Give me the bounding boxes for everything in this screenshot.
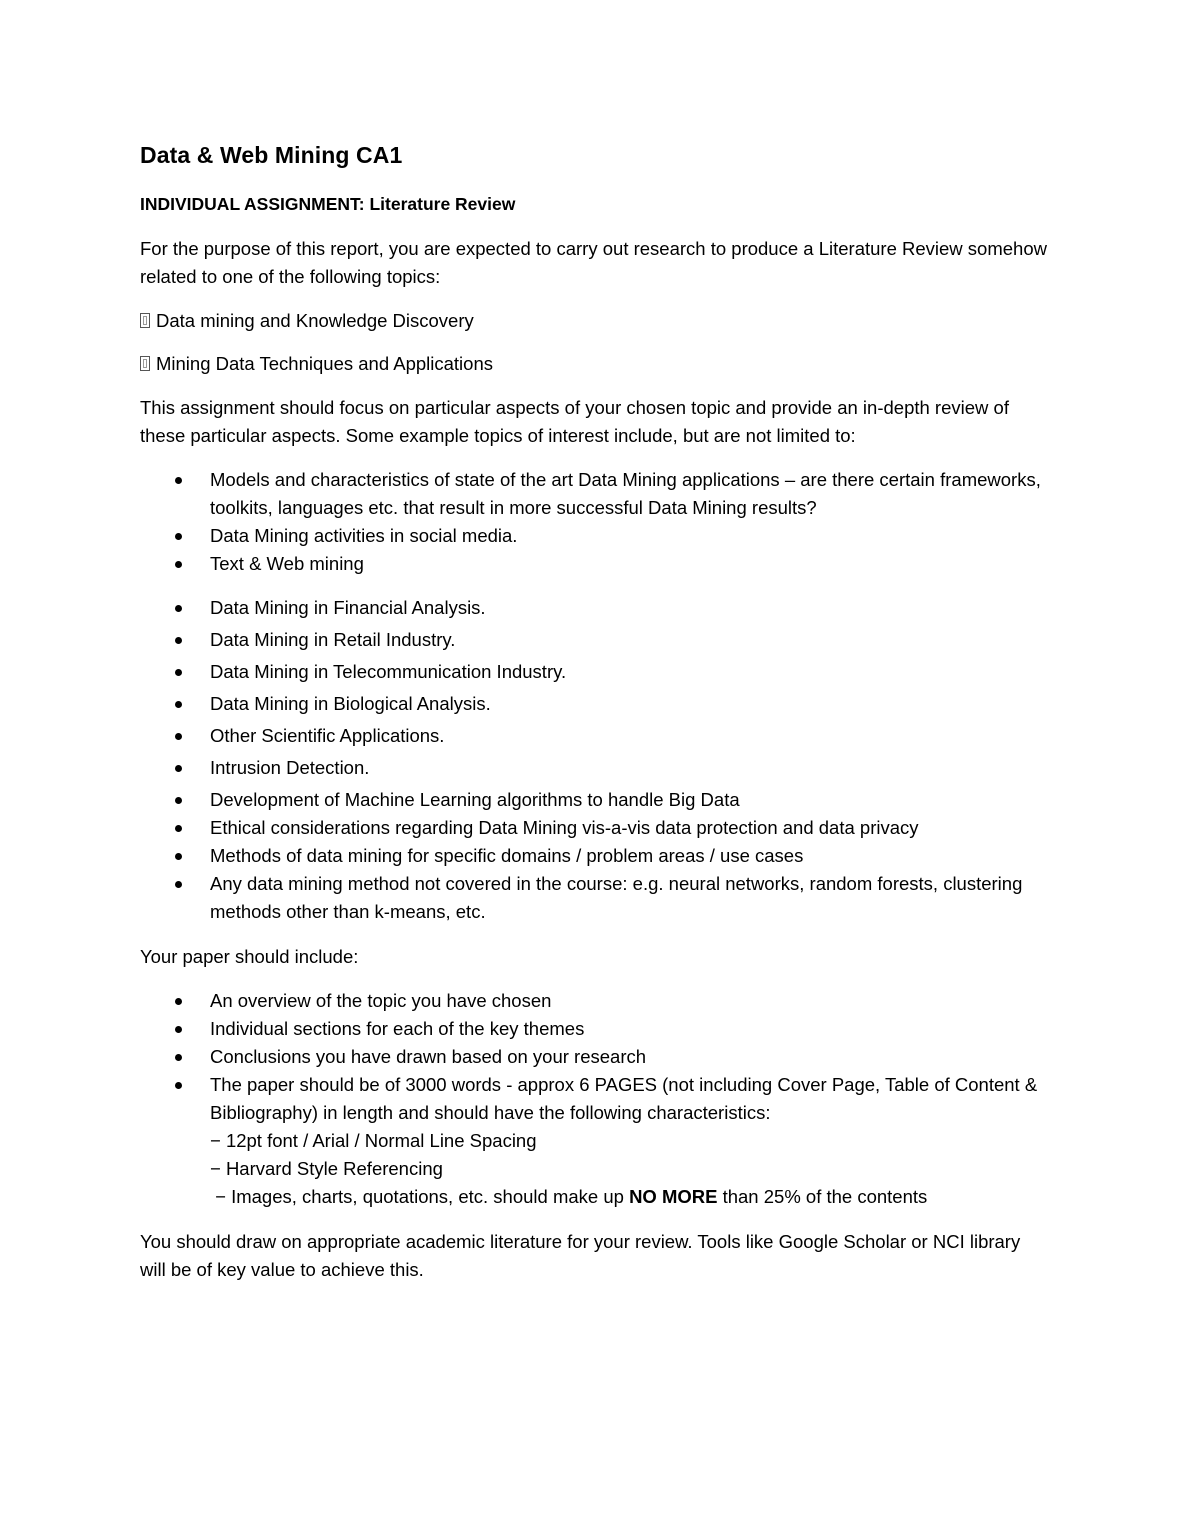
bullet-icon [175, 701, 182, 708]
include-heading: Your paper should include: [140, 946, 359, 967]
bullet-icon [175, 853, 182, 860]
bullet-icon [175, 998, 182, 1005]
example-topics-list-c [140, 786, 1050, 926]
list-item: Text & Web mining [140, 550, 1050, 578]
bullet-icon [175, 605, 182, 612]
example-topics-list-b [140, 594, 1050, 786]
list-item: Any data mining method not covered in the course: e.g. neural networks, random forests, clustering methods other than k-means, etc. [140, 870, 1050, 926]
bullet-icon [175, 1026, 182, 1033]
example-topics-list-a [140, 466, 1050, 578]
bullet-icon [175, 1054, 182, 1061]
list-item: Data Mining in Biological Analysis. [140, 690, 1050, 722]
list-item: Data Mining activities in social media. [140, 522, 1050, 550]
bullet-icon [175, 797, 182, 804]
missing-glyph-icon [140, 356, 150, 371]
list-item: Conclusions you have drawn based on your research [140, 1043, 1050, 1071]
list-item: Models and characteristics of state of the art Data Mining applications – are there certain frameworks, toolkits, languages etc. that result in more successful Data Mining results? [140, 466, 1050, 522]
list-item: An overview of the topic you have chosen [140, 987, 1050, 1015]
closing-paragraph: You should draw on appropriate academic literature for your review. Tools like Google Scholar or NCI library will be of key value to achieve this. [140, 1231, 1021, 1280]
bullet-icon [175, 669, 182, 676]
list-item: Methods of data mining for specific domains / problem areas / use cases [140, 842, 1050, 870]
list-item: Data Mining in Telecommunication Industry. [140, 658, 1050, 690]
emphasis-text: NO MORE [629, 1186, 718, 1207]
characteristic-line: − 12pt font / Arial / Normal Line Spacing [210, 1130, 537, 1151]
focus-paragraph: This assignment should focus on particular aspects of your chosen topic and provide an in-depth review of these particular aspects. Some example topics of interest include, but are not limited to: [140, 397, 1009, 446]
topic-label: Data mining and Knowledge Discovery [156, 310, 474, 331]
list-item: Data Mining in Retail Industry. [140, 626, 1050, 658]
assignment-subtitle: INDIVIDUAL ASSIGNMENT: Literature Review [140, 194, 516, 214]
topic-item [140, 350, 493, 378]
list-item: Individual sections for each of the key themes [140, 1015, 1050, 1043]
bullet-icon [175, 881, 182, 888]
characteristic-line: − Harvard Style Referencing [210, 1158, 443, 1179]
missing-glyph-icon [140, 313, 150, 328]
list-item: Development of Machine Learning algorithms to handle Big Data [140, 786, 1050, 814]
list-item: Ethical considerations regarding Data Mining vis-a-vis data protection and data privacy [140, 814, 1050, 842]
bullet-icon [175, 561, 182, 568]
topic-item [140, 307, 474, 335]
bullet-icon [175, 637, 182, 644]
bullet-icon [175, 825, 182, 832]
list-item: The paper should be of 3000 words - approx 6 PAGES (not including Cover Page, Table of Content & Bibliography) in length and should have the following characteristics: − 12pt font / Arial / Normal Line Spacing − Harvard Style Referencing − Images, charts, quotations, etc. should make up NO MORE than 25% of the contents [140, 1071, 1050, 1211]
list-item: Data Mining in Financial Analysis. [140, 594, 1050, 626]
bullet-icon [175, 477, 182, 484]
requirements-list [140, 987, 1050, 1211]
bullet-icon [175, 1082, 182, 1089]
intro-paragraph: For the purpose of this report, you are expected to carry out research to produce a Literature Review somehow related to one of the following topics: [140, 238, 1047, 287]
bullet-icon [175, 733, 182, 740]
bullet-icon [175, 765, 182, 772]
list-item: Intrusion Detection. [140, 754, 1050, 786]
bullet-icon [175, 533, 182, 540]
list-item: Other Scientific Applications. [140, 722, 1050, 754]
document-title: Data & Web Mining CA1 [140, 142, 403, 168]
topic-label: Mining Data Techniques and Applications [156, 353, 493, 374]
characteristic-line: − Images, charts, quotations, etc. should make up NO MORE than 25% of the contents [210, 1186, 928, 1207]
